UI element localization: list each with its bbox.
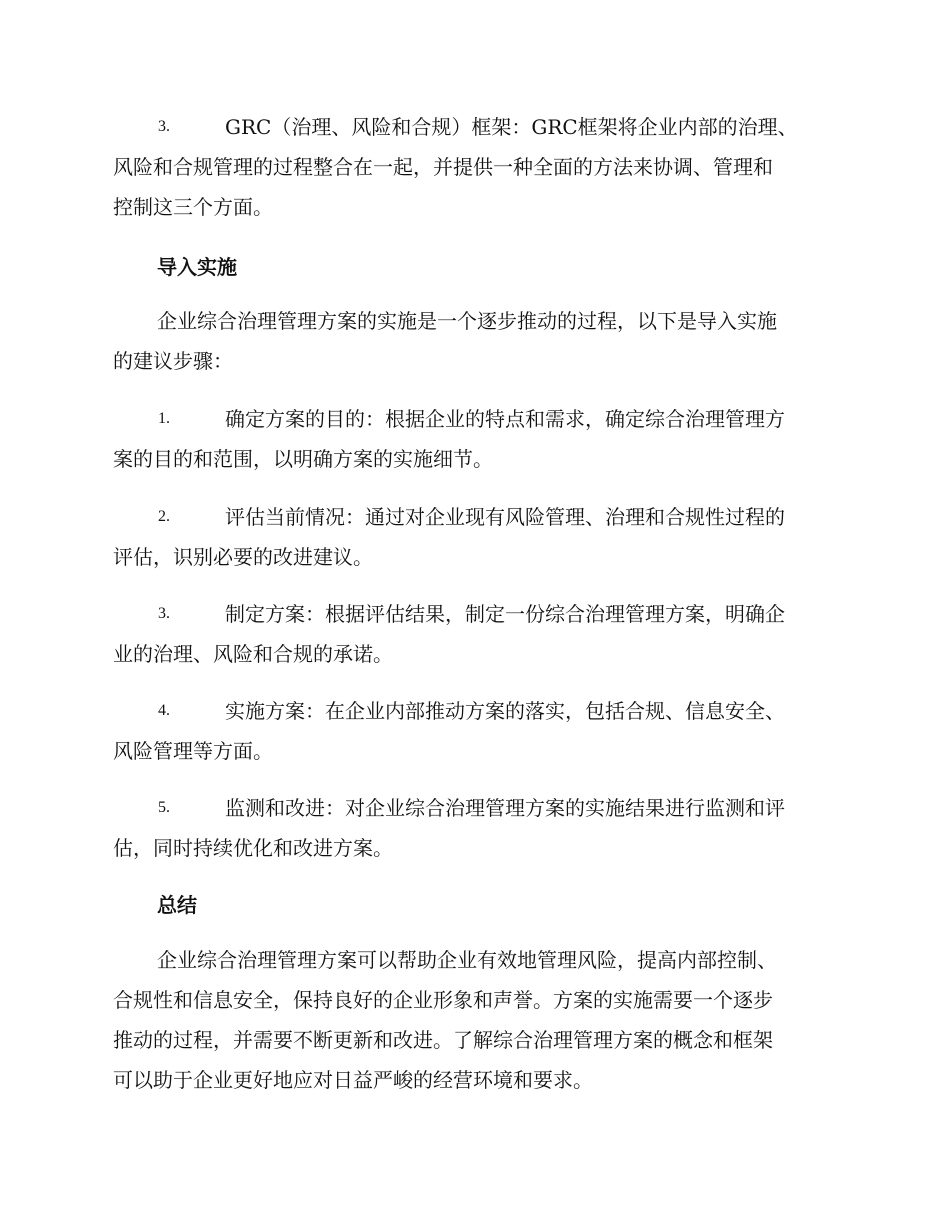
list-item-line: 监测和改进：对企业综合治理管理方案的实施结果进行监测和评 [225, 796, 785, 820]
list-item-line: 控制这三个方面。 [113, 195, 273, 219]
list-item-line: 确定方案的目的：根据企业的特点和需求，确定综合治理管理方 [225, 407, 785, 431]
list-item-line: 制定方案：根据评估结果，制定一份综合治理管理方案，明确企 [225, 602, 785, 626]
intro-paragraph [113, 301, 833, 381]
list-number: 5. [158, 799, 170, 816]
list-number: 1. [158, 410, 170, 427]
paragraph-line: 企业综合治理管理方案可以帮助企业有效地管理风险，提高内部控制、 [157, 948, 777, 972]
list-number: 3. [158, 118, 170, 135]
list-item-step-5 [113, 788, 833, 868]
paragraph-line: 的建议步骤： [113, 349, 233, 373]
summary-paragraph [113, 940, 833, 1100]
list-item-line: 业的治理、风险和合规的承诺。 [113, 642, 393, 666]
list-number: 2. [158, 508, 170, 525]
list-item-step-2 [113, 497, 833, 577]
list-number: 3. [158, 605, 170, 622]
list-item-grc [113, 107, 833, 227]
list-item-step-3 [113, 594, 833, 674]
paragraph-line: 合规性和信息安全，保持良好的企业形象和声誉。方案的实施需要一个逐步 [113, 988, 773, 1012]
list-item-step-1 [113, 399, 833, 479]
list-item-line: 风险管理等方面。 [113, 739, 273, 763]
paragraph-line: 可以助于企业更好地应对日益严峻的经营环境和要求。 [113, 1068, 593, 1092]
list-item-step-4 [113, 691, 833, 771]
list-item-line: 估，同时持续优化和改进方案。 [113, 836, 393, 860]
list-number: 4. [158, 702, 170, 719]
list-item-line: 评估，识别必要的改进建议。 [113, 545, 373, 569]
section-heading-implementation: 导入实施 [157, 255, 237, 279]
list-item-line: 实施方案：在企业内部推动方案的落实，包括合规、信息安全、 [225, 699, 785, 723]
list-item-line: 风险和合规管理的过程整合在一起，并提供一种全面的方法来协调、管理和 [113, 155, 773, 179]
section-heading-summary: 总结 [157, 893, 197, 917]
paragraph-line: 推动的过程，并需要不断更新和改进。了解综合治理管理方案的概念和框架 [113, 1028, 773, 1052]
list-item-line: 案的目的和范围，以明确方案的实施细节。 [113, 447, 493, 471]
list-item-line: 评估当前情况：通过对企业现有风险管理、治理和合规性过程的 [225, 505, 785, 529]
list-item-line: GRC（治理、风险和合规）框架：GRC框架将企业内部的治理、 [225, 115, 798, 139]
paragraph-line: 企业综合治理管理方案的实施是一个逐步推动的过程，以下是导入实施 [157, 309, 777, 333]
